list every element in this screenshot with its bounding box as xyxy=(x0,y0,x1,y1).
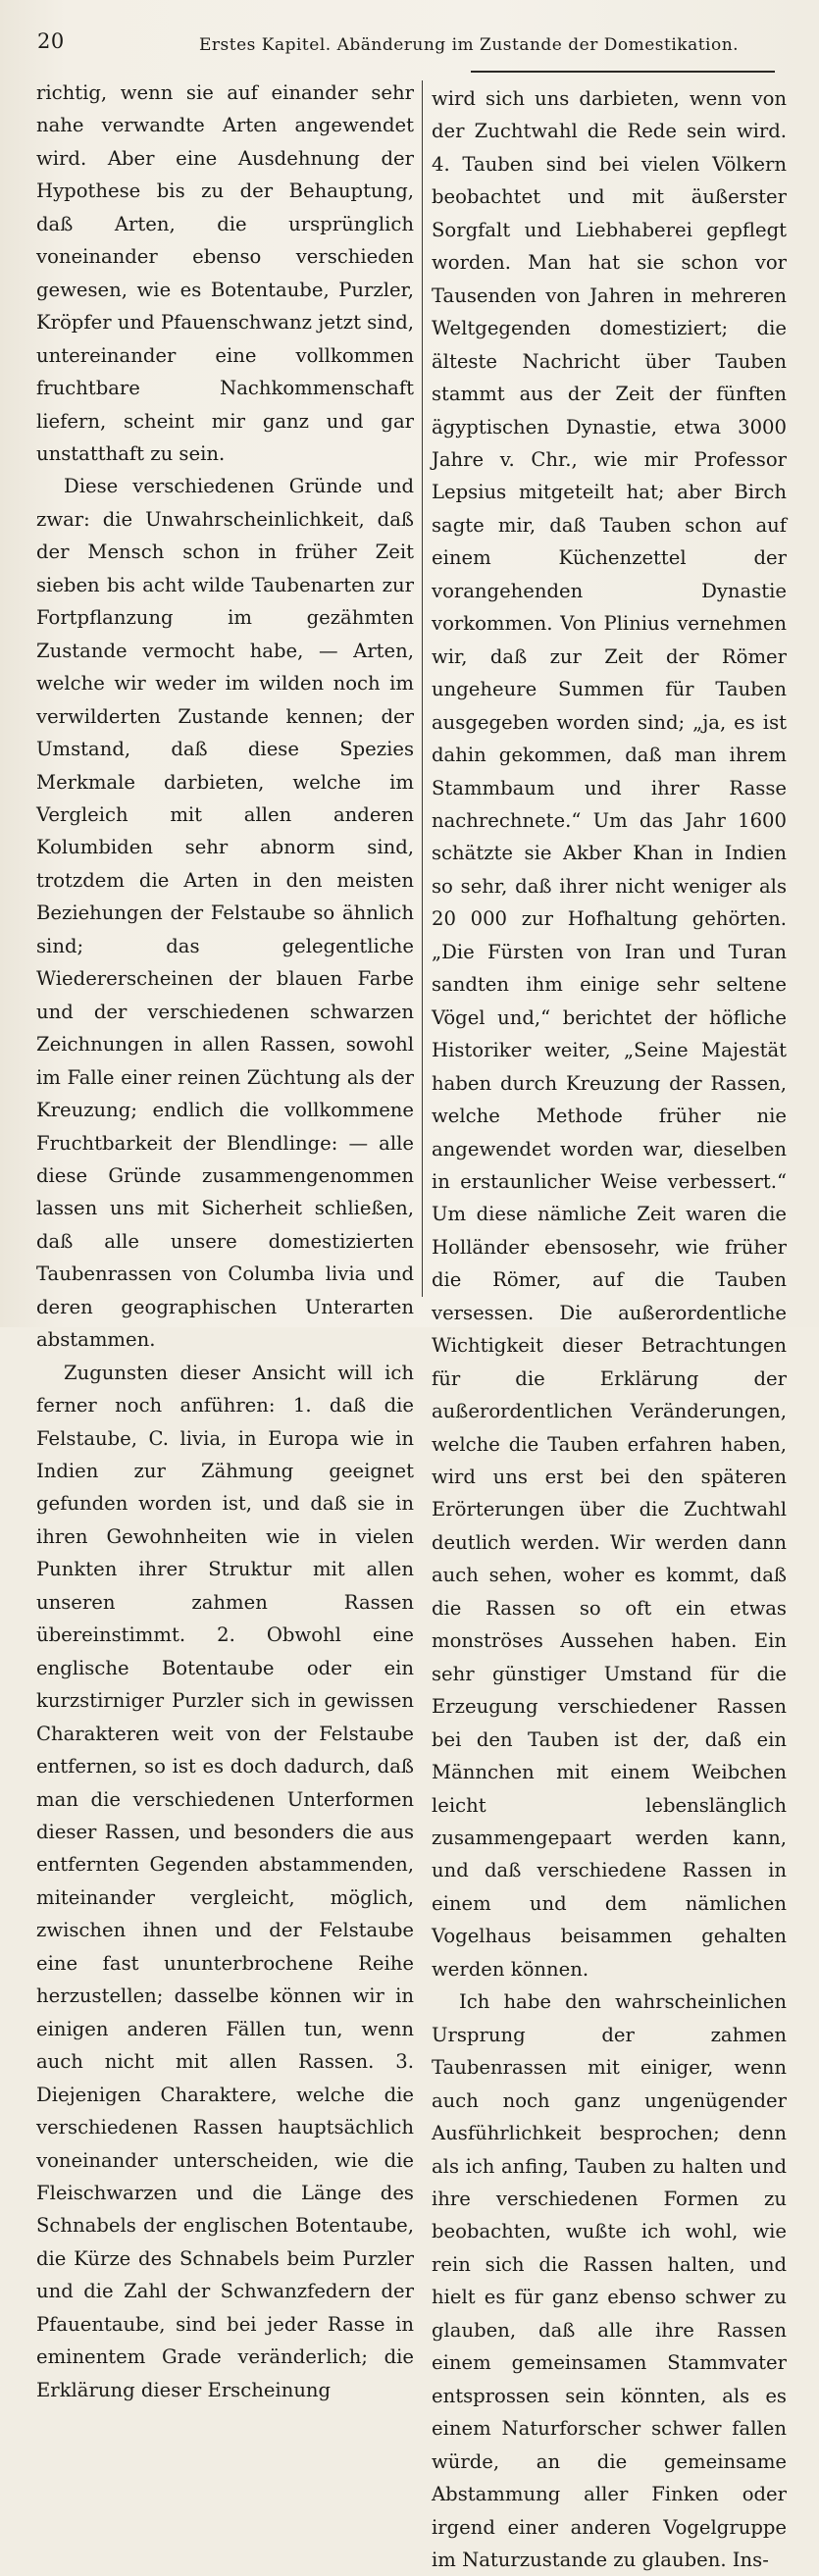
left-paragraph-1: richtig, wenn sie auf einander sehr nahe verwandte Arten angewendet wird. Aber eine Ausdehnung der Hypothese bis zu der Behauptung, daß Arten, die ursprünglich voneinander ebenso verschieden gewesen, wie es Botentaube, Purzler, Kröpfer und Pfauenschwanz jetzt sind, untereinander eine vollkommen fruchtbare Nachkommenschaft liefern, scheint mir ganz und gar unstatthaft zu sein. xyxy=(36,81,414,465)
right-column xyxy=(432,82,787,2576)
left-paragraph-2: Diese verschiedenen Gründe und zwar: die Unwahrscheinlichkeit, daß der Mensch schon in früher Zeit sieben bis acht wilde Taubenarten zur Fortpflanzung im gezähmten Zustande vermocht habe, — Arten, welche wir weder im wilden noch im verwilderten Zustande kennen; der Umstand, daß diese Spezies Merkmale darbieten, welche im Vergleich mit allen anderen Kolumbiden sehr abnorm sind, trotzdem die Arten in den meisten Beziehungen der Felstaube so ähnlich sind; das gelegentliche Wiedererscheinen der blauen Farbe und der verschiedenen schwarzen Zeichnungen in allen Rassen, sowohl im Falle einer reinen Züchtung als der Kreuzung; endlich die vollkommene Fruchtbarkeit der Blendlinge: — alle diese Gründe zusammengenommen lassen uns mit Sicherheit schließen, daß alle unsere domestizierten Taubenrassen von Columba livia und deren geographischen Unterarten abstammen. xyxy=(36,475,414,1352)
page-number: 20 xyxy=(37,29,65,53)
column-divider xyxy=(422,80,423,1297)
page-header xyxy=(27,27,793,67)
header-rule xyxy=(471,71,775,73)
right-paragraph-1: wird sich uns darbieten, wenn von der Zuchtwahl die Rede sein wird. 4. Tauben sind bei vielen Völkern beobachtet und mit äußerster Sorgfalt und Liebhaberei gepflegt worden. Man hat sie schon vor Tausenden von Jahren in mehreren Weltgegenden domestiziert; die älteste Nachricht über Tauben stammt aus der Zeit der fünften ägyptischen Dynastie, etwa 3000 Jahre v. Chr., wie mir Professor Lepsius mitgeteilt hat; aber Birch sagte mir, daß Tauben schon auf einem Küchenzettel der vorangehenden Dynastie vorkommen. Von Plinius vernehmen wir, daß zur Zeit der Römer ungeheure Summen für Tauben ausgegeben worden sind; „ja, es ist dahin gekommen, daß man ihrem Stammbaum und ihrer Rasse nachrechnete.“ Um das Jahr 1600 schätzte sie Akber Khan in Indien so sehr, daß ihrer nicht weniger als 20 000 zur Hofhaltung gehörten. „Die Fürsten von Iran und Turan sandten ihm einige sehr seltene Vögel und,“ berichtet der höfliche Historiker weiter, „Seine Majestät haben durch Kreuzung der Rassen, welche Methode früher nie angewendet worden war, dieselben in erstaunlicher Weise verbessert.“ Um diese nämliche Zeit waren die Holländer ebensosehr, wie früher die Römer, auf die Tauben versessen. Die außerordentliche Wichtigkeit dieser Betrachtungen für die Erklärung der außerordentlichen Veränderungen, welche die Tauben erfahren haben, wird uns erst bei den späteren Erörterungen über die Zuchtwahl deutlich werden. Wir werden dann auch sehen, woher es kommt, daß die Rassen so oft ein etwas monströses Aussehen haben. Ein sehr günstiger Umstand für die Erzeugung verschiedener Rassen bei den Tauben ist der, daß ein Männchen mit einem Weibchen leicht lebenslänglich zusammengepaart werden kann, und daß verschiedene Rassen in einem und dem nämlichen Vogelhaus beisammen gehalten werden können. xyxy=(432,87,787,1981)
right-paragraph-2: Ich habe den wahrscheinlichen Ursprung der zahmen Taubenrassen mit einiger, wenn auch noch ganz ungenügender Ausführlichkeit besprochen; denn als ich anfing, Tauben zu halten und ihre verschiedenen Formen zu beobachten, wußte ich wohl, wie rein sich die Rassen halten, und hielt es für ganz ebenso schwer zu glauben, daß alle ihre Rassen einem gemeinsamen Stammvater entsprossen sein könnten, als es einem Naturforscher schwer fallen würde, an die gemeinsame Abstammung aller Finken oder irgend einer anderen Vogelgruppe im Naturzustande zu glauben. Ins- xyxy=(432,1990,787,2571)
left-column xyxy=(36,77,414,2406)
running-head: Erstes Kapitel. Abänderung im Zustande der Domestikation. xyxy=(199,35,740,55)
left-paragraph-3: Zugunsten dieser Ansicht will ich ferner noch anführen: 1. daß die Felstaube, C. livia, in Europa wie in Indien zur Zähmung geeignet gefunden worden ist, und daß sie in ihren Gewohnheiten wie in vielen Punkten ihrer Struktur mit allen unseren zahmen Rassen übereinstimmt. 2. Obwohl eine englische Botentaube oder ein kurzstirniger Purzler sich in gewissen Charakteren weit von der Felstaube entfernen, so ist es doch dadurch, daß man die verschiedenen Unterformen dieser Rassen, und besonders die aus entfernten Gegenden abstammenden, miteinander vergleicht, möglich, zwischen ihnen und der Felstaube eine fast ununterbrochene Reihe herzustellen; dasselbe können wir in einigen anderen Fällen tun, wenn auch nicht mit allen Rassen. 3. Diejenigen Charaktere, welche die verschiedenen Rassen hauptsächlich voneinander unterscheiden, wie die Fleischwarzen und die Länge des Schnabels der englischen Botentaube, die Kürze des Schnabels beim Purzler und die Zahl der Schwanzfedern der Pfauentaube, sind bei jeder Rasse in eminentem Grade veränderlich; die Erklärung dieser Erscheinung xyxy=(36,1361,414,2401)
